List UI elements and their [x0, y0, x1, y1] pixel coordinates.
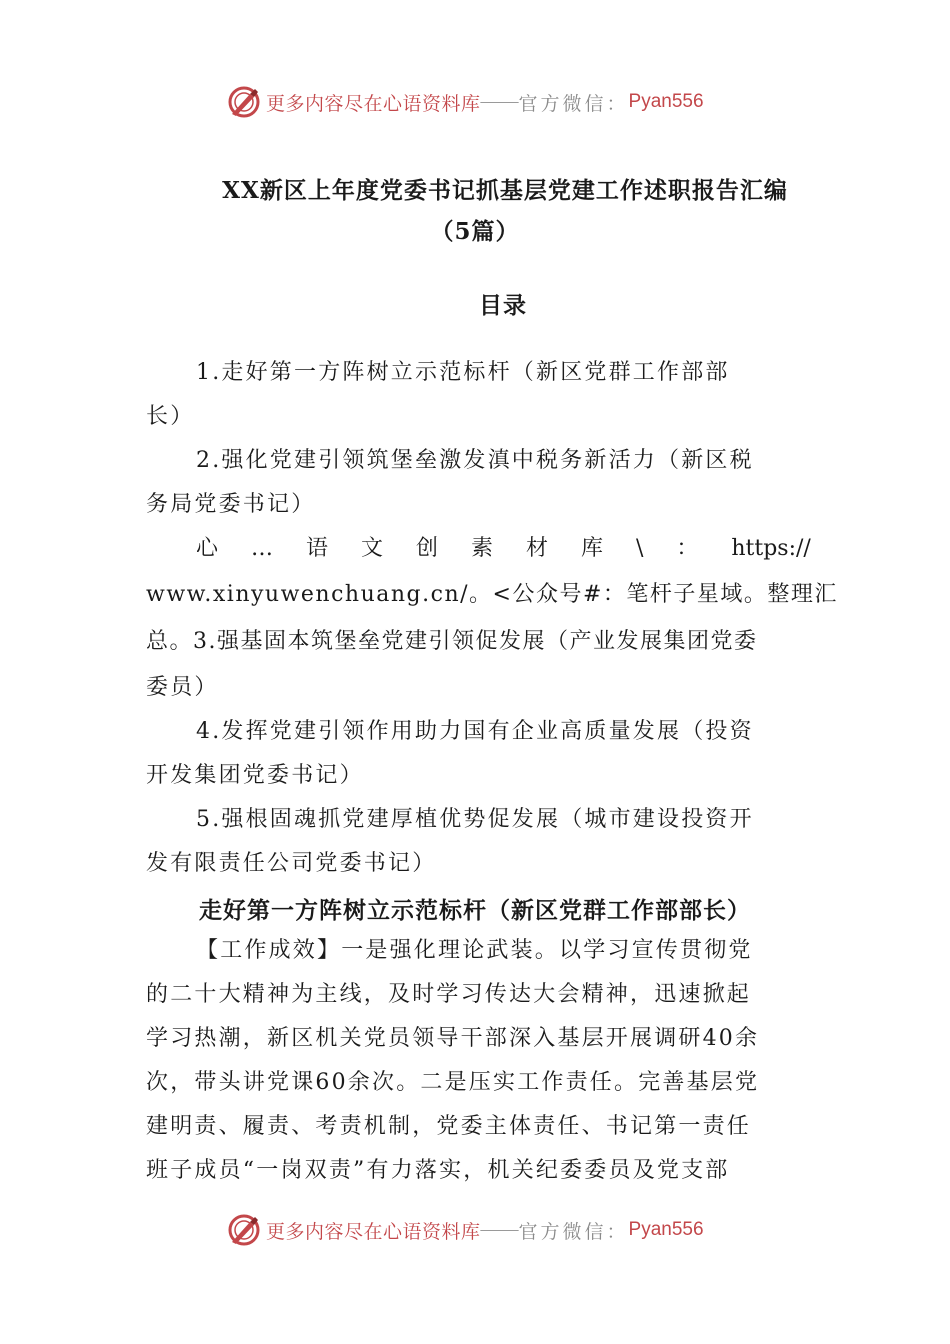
body-line: 建明责、履责、考责机制，党委主体责任、书记第一责任 — [146, 1114, 752, 1139]
toc-line: 4.发挥党建引领作用助力国有企业高质量发展（投资 — [196, 719, 754, 744]
body-line: 次，带头讲党课60余次。二是压实工作责任。完善基层党 — [146, 1070, 760, 1095]
banner-wechat-label: 官方微信： — [518, 1220, 629, 1243]
document-title: XX新区上年度党委书记抓基层党建工作述职报告汇编 — [222, 177, 788, 204]
banner-slogan: 更多内容尽在心语资料库 — [266, 92, 481, 115]
toc-line: 2.强化党建引领筑堡垒激发滇中税务新活力（新区税 — [196, 448, 754, 473]
header-banner — [0, 78, 950, 126]
section-title: 走好第一方阵树立示范标杆（新区党群工作部部长） — [199, 897, 751, 924]
banner-slogan: 更多内容尽在心语资料库 — [266, 1220, 481, 1243]
toc-line: 长） — [146, 404, 195, 429]
banner-wechat-label: 官方微信： — [518, 92, 629, 115]
toc-line: 委员） — [146, 675, 219, 700]
toc-line: 发有限责任公司党委书记） — [146, 851, 437, 876]
toc-line: 务局党委书记） — [146, 492, 316, 517]
toc-heading: 目录 — [479, 292, 527, 319]
body-line: 学习热潮，新区机关党员领导干部深入基层开展调研40余 — [146, 1026, 760, 1051]
toc-line: 总。3.强基固本筑堡垒党建引领促发展（产业发展集团党委 — [146, 629, 758, 654]
toc-line: 开发集团党委书记） — [146, 763, 364, 788]
toc-line-url: 心 … 语 文 创 素 材 库 \ ： https:// — [196, 536, 811, 561]
banner-wechat-id: Pyan556 — [628, 1219, 704, 1240]
banner-dash: —— — [480, 91, 519, 112]
body-line: 班子成员“一岗双责”有力落实，机关纪委委员及党支部 — [146, 1158, 730, 1183]
body-line: 【工作成效】一是强化理论武装。以学习宣传贯彻党 — [196, 938, 753, 963]
toc-line: 5.强根固魂抓党建厚植优势促发展（城市建设投资开 — [196, 807, 754, 832]
document-title-count: （5篇） — [430, 218, 520, 245]
pen-logo-icon — [226, 84, 262, 120]
toc-line: 1.走好第一方阵树立示范标杆（新区党群工作部部 — [196, 360, 730, 385]
body-line: 的二十大精神为主线，及时学习传达大会精神，迅速掀起 — [146, 982, 752, 1007]
banner-wechat-id: Pyan556 — [628, 91, 704, 112]
pen-logo-icon — [226, 1212, 262, 1248]
toc-line-url-cont: www.xinyuwenchuang.cn/。<公众号#：笔杆子星域。整理汇 — [146, 582, 838, 607]
footer-banner — [0, 1206, 950, 1254]
banner-dash: —— — [480, 1219, 519, 1240]
